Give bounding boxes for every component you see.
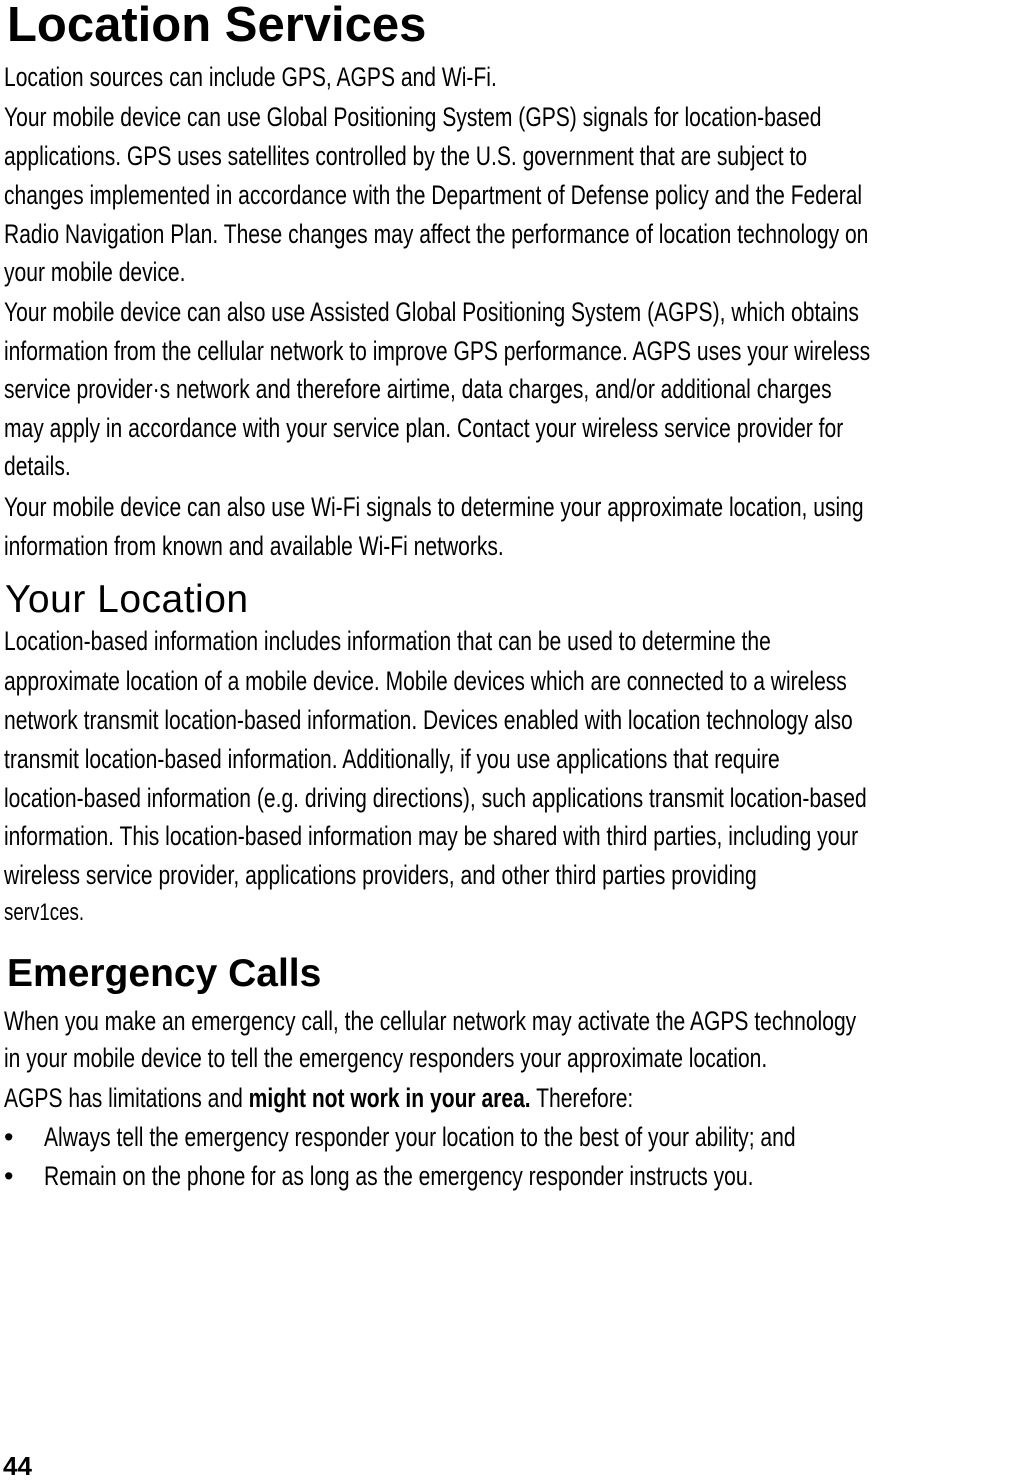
agps-limitations-warning: might not work in your area. (248, 1083, 531, 1113)
emergency-calls-paragraph-line: in your mobile device to tell the emergency responders your approximate location. (4, 1043, 768, 1073)
location-services-paragraph-line: service provider·s network and therefore airtime, data charges, and/or additional charges (4, 374, 832, 404)
page-number: 44 (3, 1451, 32, 1481)
location-services-paragraph-line: Your mobile device can use Global Positioning System (GPS) signals for location-based (4, 102, 822, 132)
location-services-paragraph-line: may apply in accordance with your service plan. Contact your wireless service provider for (4, 413, 844, 443)
location-services-paragraph-line: information from known and available Wi-Fi networks. (4, 531, 504, 561)
your-location-paragraph-line: information. This location-based information may be shared with third parties, including your (4, 821, 859, 851)
location-services-heading: Location Services (7, 0, 427, 52)
your-location-paragraph-line: wireless service provider, applications providers, and other third parties providing (4, 860, 757, 890)
location-services-paragraph-line: changes implemented in accordance with the Department of Defense policy and the Federal (4, 180, 863, 210)
your-location-paragraph-line: transmit location-based information. Additionally, if you use applications that require (4, 744, 780, 774)
your-location-paragraph-line: Location-based information includes information that can be used to determine the (4, 626, 771, 656)
location-services-paragraph-line: Location sources can include GPS, AGPS and Wi-Fi. (4, 62, 497, 92)
emergency-bullet-item: Remain on the phone for as long as the emergency responder instructs you. (44, 1161, 754, 1191)
location-services-paragraph-line: your mobile device. (4, 257, 186, 287)
bullet-icon: • (4, 1122, 14, 1152)
your-location-paragraph-line: serv1ces. (4, 899, 85, 926)
location-services-paragraph-line: Your mobile device can also use Wi-Fi signals to determine your approximate location, using (4, 492, 864, 522)
agps-limitations-prefix: AGPS has limitations and (4, 1083, 249, 1113)
agps-limitations-suffix: Therefore: (530, 1083, 634, 1113)
location-services-paragraph-line: details. (4, 451, 71, 481)
your-location-paragraph-line: network transmit location-based information. Devices enabled with location technology also (4, 705, 853, 735)
emergency-bullet-item: Always tell the emergency responder your location to the best of your ability; and (44, 1122, 796, 1152)
emergency-calls-paragraph-line: When you make an emergency call, the cellular network may activate the AGPS technology (4, 1006, 857, 1036)
your-location-heading: Your Location (5, 578, 249, 621)
emergency-calls-heading: Emergency Calls (7, 952, 322, 995)
location-services-paragraph-line: Radio Navigation Plan. These changes may affect the performance of location technology on (4, 219, 869, 249)
your-location-paragraph-line: location-based information (e.g. driving directions), such applications transmit location-based (4, 783, 867, 813)
agps-limitations-line (4, 1082, 633, 1114)
location-services-paragraph-line: applications. GPS uses satellites controlled by the U.S. government that are subject to (4, 141, 808, 171)
location-services-paragraph-line: Your mobile device can also use Assisted Global Positioning System (AGPS), which obtains (4, 297, 859, 327)
location-services-paragraph-line: information from the cellular network to improve GPS performance. AGPS uses your wireless (4, 336, 871, 366)
bullet-icon: • (4, 1161, 14, 1191)
your-location-paragraph-line: approximate location of a mobile device. Mobile devices which are connected to a wireless (4, 666, 847, 696)
